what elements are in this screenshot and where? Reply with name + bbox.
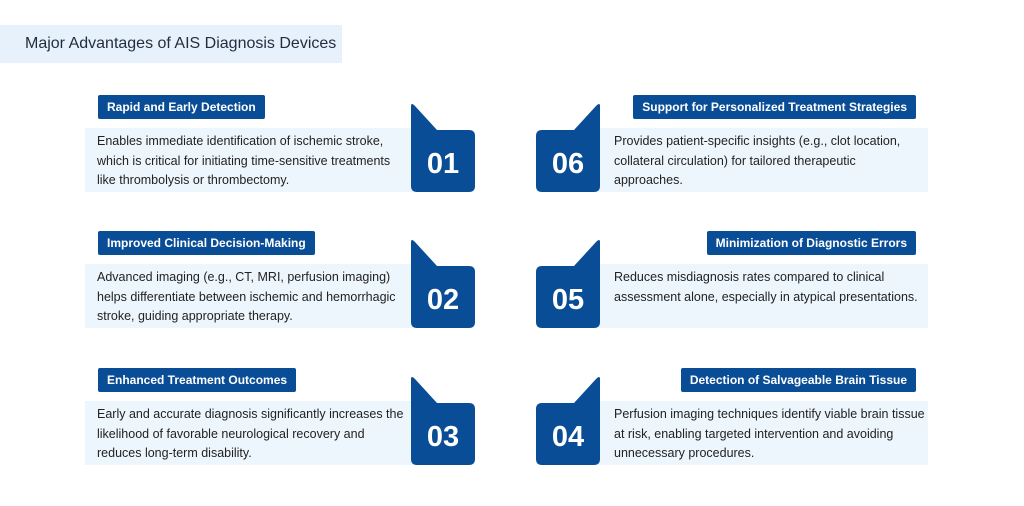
advantage-description: Early and accurate diagnosis significantly increases the likelihood of favorable neurological recovery and reduces long-term disability. [97, 407, 404, 460]
advantage-description: Perfusion imaging techniques identify viable brain tissue at risk, enabling targeted intervention and avoiding unnecessary procedures. [614, 407, 925, 460]
advantage-card-01 [85, 128, 415, 192]
advantage-label: Minimization of Diagnostic Errors [707, 231, 916, 255]
advantage-card-02 [85, 264, 415, 328]
advantage-label: Enhanced Treatment Outcomes [98, 368, 296, 392]
advantage-card-05 [598, 264, 928, 328]
advantage-card-04 [598, 401, 928, 465]
number-badge-06 [536, 102, 600, 192]
number-badge-04 [536, 375, 600, 465]
number-text: 01 [426, 148, 460, 180]
advantage-label: Support for Personalized Treatment Strategies [633, 95, 916, 119]
number-text: 05 [551, 284, 585, 316]
advantage-description: Advanced imaging (e.g., CT, MRI, perfusion imaging) helps differentiate between ischemic and hemorrhagic stroke, guiding appropriate therapy. [97, 270, 396, 323]
advantage-label: Improved Clinical Decision-Making [98, 231, 315, 255]
advantage-card-06 [598, 128, 928, 192]
number-text: 06 [551, 148, 585, 180]
number-badge-03 [411, 375, 475, 465]
advantage-description: Enables immediate identification of ischemic stroke, which is critical for initiating time-sensitive treatments like thrombolysis or thrombectomy. [97, 134, 391, 187]
number-text: 04 [551, 421, 585, 453]
number-badge-02 [411, 238, 475, 328]
number-text: 03 [426, 421, 460, 453]
page-title: Major Advantages of AIS Diagnosis Devices [0, 25, 342, 63]
number-badge-01 [411, 102, 475, 192]
number-text: 02 [426, 284, 460, 316]
advantage-description: Reduces misdiagnosis rates compared to clinical assessment alone, especially in atypical presentations. [614, 270, 918, 304]
advantage-label: Detection of Salvageable Brain Tissue [681, 368, 916, 392]
advantage-card-03 [85, 401, 415, 465]
advantage-description: Provides patient-specific insights (e.g., clot location, collateral circulation) for tailored therapeutic approaches. [614, 134, 901, 187]
number-badge-05 [536, 238, 600, 328]
advantage-label: Rapid and Early Detection [98, 95, 265, 119]
